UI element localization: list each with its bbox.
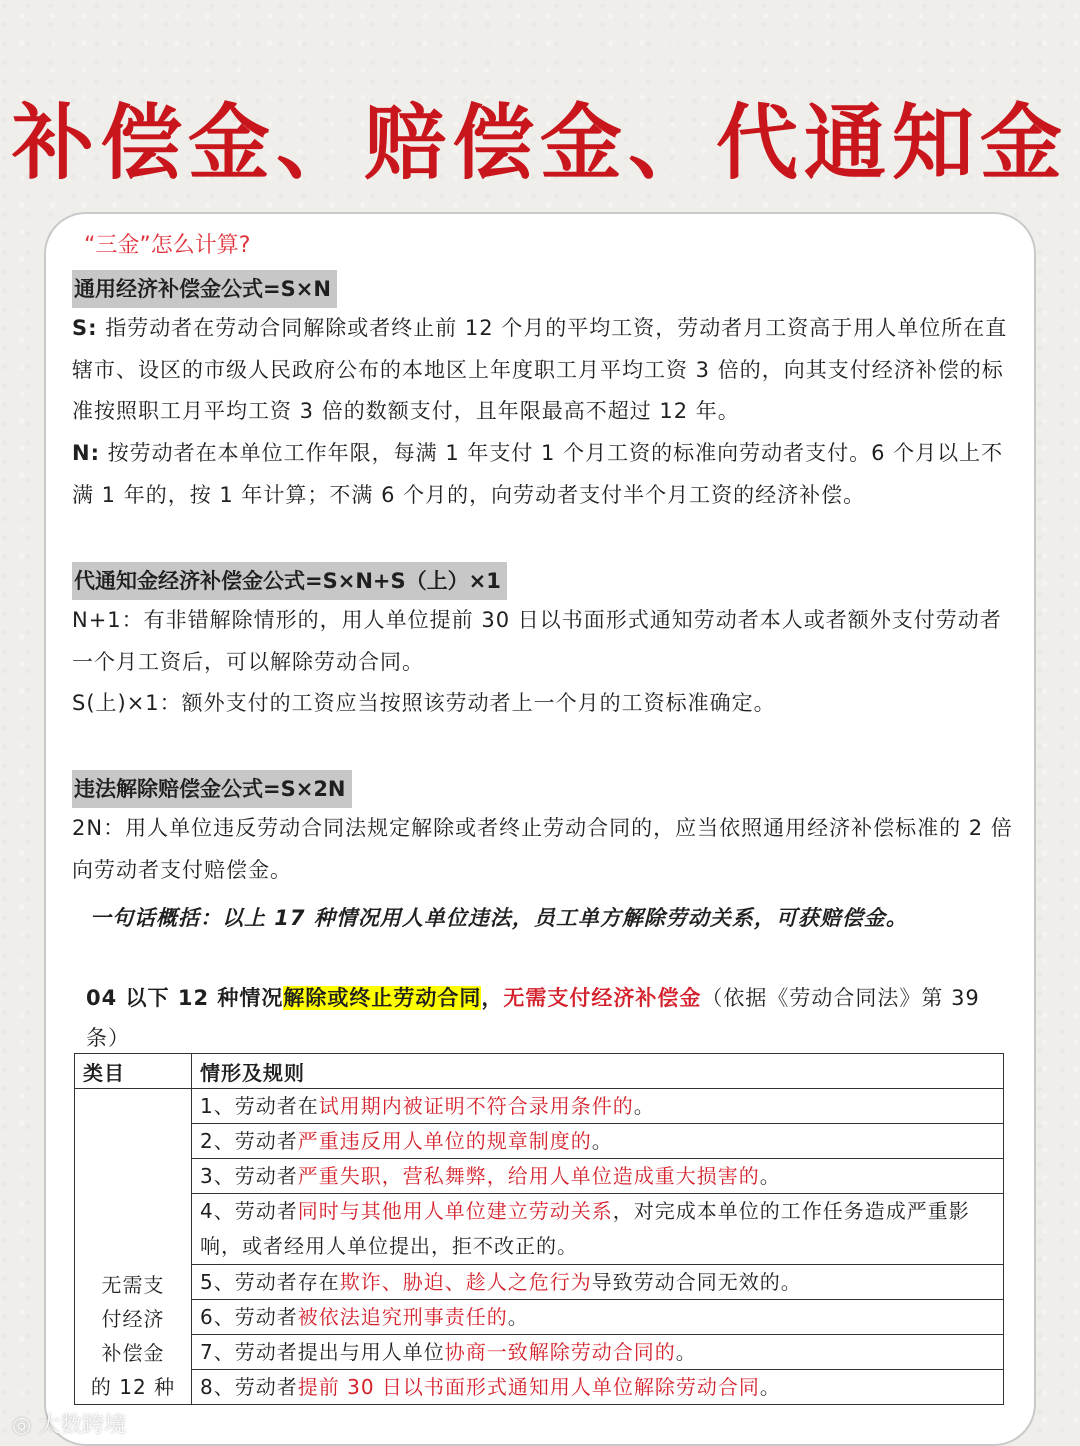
notice-red: 无需支付经济补偿金 xyxy=(503,986,702,1010)
notice-suffix: （依据《劳动合同法》第 39 条） xyxy=(86,986,980,1050)
rule-red: 严重违反用人单位的规章制度的 xyxy=(297,1129,592,1153)
page-title: 补偿金、赔偿金、代通知金 xyxy=(11,96,1068,191)
watermark-logo xyxy=(12,1408,126,1439)
rule-red: 同时与其他用人单位建立劳动关系 xyxy=(297,1199,613,1223)
rule-red: 被依法追究刑事责任的 xyxy=(297,1305,508,1329)
watermark-text: 大数跨境 xyxy=(38,1413,127,1438)
rule-red: 试用期内被证明不符合录用条件的 xyxy=(318,1094,634,1118)
rule-pre: 7、劳动者提出与用人单位 xyxy=(200,1340,445,1364)
subtitle: “三金”怎么计算? xyxy=(84,233,251,258)
rule-cell xyxy=(192,1194,1004,1265)
notice-highlight: 解除或终止劳动合同 xyxy=(283,986,482,1010)
section2-line1: N+1：有非错解除情形的，用人单位提前 30 日以书面形式通知劳动者本人或者额外支付劳动者一个月工资后，可以解除劳动合同。 xyxy=(72,608,1002,674)
section3-heading: 违法解除赔偿金公式=S×2N xyxy=(72,770,352,808)
rule-post: 。 xyxy=(759,1375,781,1399)
rule-red: 欺诈、胁迫、趁人之危行为 xyxy=(339,1270,592,1294)
rule-pre: 2、劳动者 xyxy=(200,1129,298,1153)
category-line: 的 12 种 xyxy=(90,1375,176,1399)
table-row xyxy=(75,1159,1004,1194)
rule-red: 提前 30 日以书面形式通知用人单位解除劳动合同 xyxy=(297,1375,760,1399)
table-row xyxy=(75,1300,1004,1335)
rule-post: 。 xyxy=(675,1340,697,1364)
n-label: N: xyxy=(72,441,100,465)
category-line: 补偿金 xyxy=(101,1341,165,1365)
section1-n-paragraph xyxy=(72,433,1016,516)
s-text: 指劳动者在劳动合同解除或者终止前 12 个月的平均工资，劳动者月工资高于用人单位所在直辖市、设区的市级人民政府公布的本地区上年度职工月平均工资 3 倍的，向其支付经济补偿的标准按照职工月平均工资 3 倍的数额支付，且年限最高不超过 12 年。 xyxy=(72,316,1008,423)
rule-pre: 5、劳动者存在 xyxy=(200,1270,340,1294)
s-label: S: xyxy=(72,316,98,340)
category-line: 付经济 xyxy=(101,1307,165,1331)
n-text: 按劳动者在本单位工作年限，每满 1 年支付 1 个月工资的标准向劳动者支付。6 个月以上不满 1 年的，按 1 年计算；不满 6 个月的，向劳动者支付半个月工资的经济补偿。 xyxy=(72,441,1004,507)
header-rules: 情形及规则 xyxy=(192,1054,1004,1089)
rule-cell xyxy=(192,1124,1004,1159)
section1-s-paragraph xyxy=(72,308,1016,433)
rule-pre: 3、劳动者 xyxy=(200,1164,298,1188)
rule-cell xyxy=(192,1335,1004,1370)
rule-pre: 4、劳动者 xyxy=(200,1199,298,1223)
rule-post: 。 xyxy=(633,1094,655,1118)
rule-post: 。 xyxy=(759,1164,781,1188)
rule-red: 协商一致解除劳动合同的 xyxy=(444,1340,676,1364)
notice-text xyxy=(86,978,1006,1058)
section2-line2: S(上)×1：额外支付的工资应当按照该劳动者上一个月的工资标准确定。 xyxy=(72,691,776,715)
rule-pre: 1、劳动者在 xyxy=(200,1094,319,1118)
header-category: 类目 xyxy=(75,1054,192,1089)
rule-post: 导致劳动合同无效的。 xyxy=(591,1270,802,1294)
watermark-icon: ◎ xyxy=(12,1413,39,1438)
section1-heading: 通用经济补偿金公式=S×N xyxy=(72,270,337,308)
notice-prefix: 04 以下 12 种情况 xyxy=(86,986,284,1010)
rule-cell xyxy=(192,1370,1004,1405)
table-header-row xyxy=(75,1054,1004,1089)
table-row xyxy=(75,1265,1004,1300)
rule-pre: 6、劳动者 xyxy=(200,1305,298,1329)
table-row xyxy=(75,1089,1004,1124)
notice-comma: ， xyxy=(481,986,504,1010)
rule-post: ，对完成本单位的工作任务造成严重影响，或者经用人单位提出，拒不改正的。 xyxy=(200,1199,970,1258)
rule-post: 。 xyxy=(591,1129,613,1153)
table-row xyxy=(75,1194,1004,1265)
rules-table xyxy=(74,1053,1004,1405)
rule-red: 严重失职，营私舞弊，给用人单位造成重大损害的 xyxy=(297,1164,760,1188)
summary-text: 一句话概括：以上 17 种情况用人单位违法，员工单方解除劳动关系，可获赔偿金。 xyxy=(90,906,908,930)
section2-heading: 代通知金经济补偿金公式=S×N+S（上）×1 xyxy=(72,562,507,600)
table-row xyxy=(75,1124,1004,1159)
rule-cell xyxy=(192,1089,1004,1124)
category-line: 无需支 xyxy=(101,1273,165,1297)
rule-cell xyxy=(192,1300,1004,1335)
table-row xyxy=(75,1335,1004,1370)
rule-cell xyxy=(192,1265,1004,1300)
rule-cell xyxy=(192,1159,1004,1194)
section3-line1: 2N：用人单位违反劳动合同法规定解除或者终止劳动合同的，应当依照通用经济补偿标准的 2 倍向劳动者支付赔偿金。 xyxy=(72,816,1013,882)
category-cell xyxy=(75,1089,192,1405)
table-row xyxy=(75,1370,1004,1405)
rule-post: 。 xyxy=(507,1305,529,1329)
rule-pre: 8、劳动者 xyxy=(200,1375,298,1399)
